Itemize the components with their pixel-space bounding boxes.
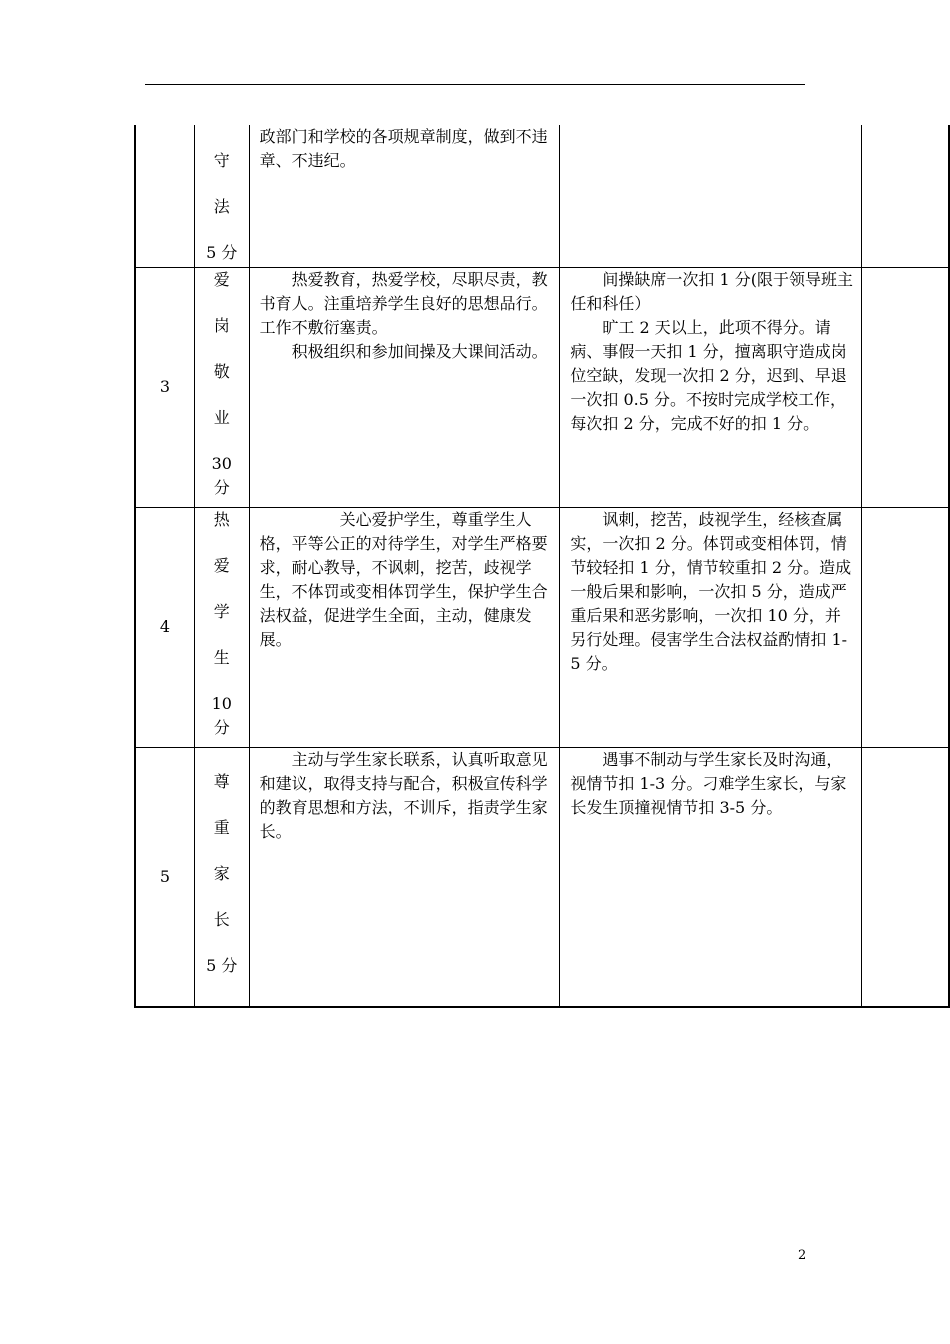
deduction-cell <box>560 267 861 507</box>
category-char: 生 <box>213 647 230 667</box>
row-number-cell: 4 <box>135 507 195 747</box>
table-row <box>135 125 949 267</box>
deduction-cell <box>560 125 861 267</box>
table-row <box>135 507 949 747</box>
standard-cell <box>249 747 560 1007</box>
category-char: 守 <box>213 151 230 170</box>
deduction-cell <box>560 507 861 747</box>
category-char: 长 <box>213 909 230 929</box>
category-score: 30 <box>211 453 232 473</box>
category-char: 岗 <box>213 315 230 335</box>
category-char: 热 <box>213 509 230 529</box>
category-score-unit: 分 <box>213 717 230 737</box>
table-row <box>135 267 949 507</box>
standard-cell <box>249 267 560 507</box>
remark-cell <box>861 747 949 1007</box>
row-number-cell: 5 <box>135 747 195 1007</box>
category-score: 10 <box>211 693 232 713</box>
row-number-cell <box>135 125 195 267</box>
row-number-cell: 3 <box>135 267 195 507</box>
standard-text: 关心爱护学生，尊重学生人格，平等公正的对待学生，对学生严格要求，耐心教导，不讽刺，挖苦，歧视学生，不体罚或变相体罚学生，保护学生合法权益，促进学生全面，主动，健康发展。 <box>259 509 548 649</box>
category-char: 爱 <box>213 555 230 575</box>
deduction-text: 间操缺席一次扣 1 分(限于领导班主任和科任） <box>570 269 853 313</box>
category-char: 尊 <box>213 771 230 791</box>
deduction-text: 讽刺，挖苦，歧视学生，经核查属实，一次扣 2 分。体罚或变相体罚，情节较轻扣 1 分，情节较重扣 2 分。造成一般后果和影响，一次扣 5 分，造成严重后果和恶劣影响，一次扣 10 分，并另行处理。侵害学生合法权益酌情扣 1-5 分。 <box>570 509 852 673</box>
category-char: 业 <box>213 407 230 427</box>
deduction-text: 旷工 2 天以上，此项不得分。请病、事假一天扣 1 分，擅离职守造成岗位空缺，发现一次扣 2 分，迟到、早退一次扣 0.5 分。不按时完成学校工作，每次扣 2 分，完成不好的扣 1 分。 <box>570 317 847 433</box>
page-number: 2 <box>798 1248 807 1263</box>
standard-text: 主动与学生家长联系，认真听取意见和建议，取得支持与配合，积极宣传科学的教育思想和方法，不训斥，指责学生家长。 <box>259 749 548 841</box>
standard-text: 热爱教育，热爱学校，尽职尽责，教书育人。注重培养学生良好的思想品行。工作不敷衍塞责。 <box>259 269 548 337</box>
category-score: 5 分 <box>206 243 238 262</box>
category-char: 法 <box>213 197 230 216</box>
table-row <box>135 747 949 1007</box>
category-cell <box>195 747 250 1007</box>
category-cell <box>195 267 250 507</box>
category-char: 爱 <box>213 269 230 289</box>
standard-text: 积极组织和参加间操及大课间活动。 <box>291 341 548 361</box>
remark-cell <box>861 125 949 267</box>
remark-cell <box>861 507 949 747</box>
standard-cell <box>249 507 560 747</box>
deduction-cell <box>560 747 861 1007</box>
deduction-text: 遇事不制动与学生家长及时沟通，视情节扣 1-3 分。刁难学生家长，与家长发生顶撞视情节扣 3-5 分。 <box>570 749 847 817</box>
category-cell <box>195 507 250 747</box>
category-char: 学 <box>213 601 230 621</box>
standard-text: 政部门和学校的各项规章制度，做到不违章、不违纪。 <box>259 127 548 170</box>
category-char: 重 <box>213 817 230 837</box>
standard-cell <box>249 125 560 267</box>
category-cell <box>195 125 250 267</box>
category-score: 5 分 <box>206 955 238 975</box>
category-char: 家 <box>213 863 230 883</box>
evaluation-table <box>134 125 950 1008</box>
header-rule <box>145 84 805 85</box>
category-char: 敬 <box>213 361 230 381</box>
remark-cell <box>861 267 949 507</box>
category-score-unit: 分 <box>213 477 230 497</box>
